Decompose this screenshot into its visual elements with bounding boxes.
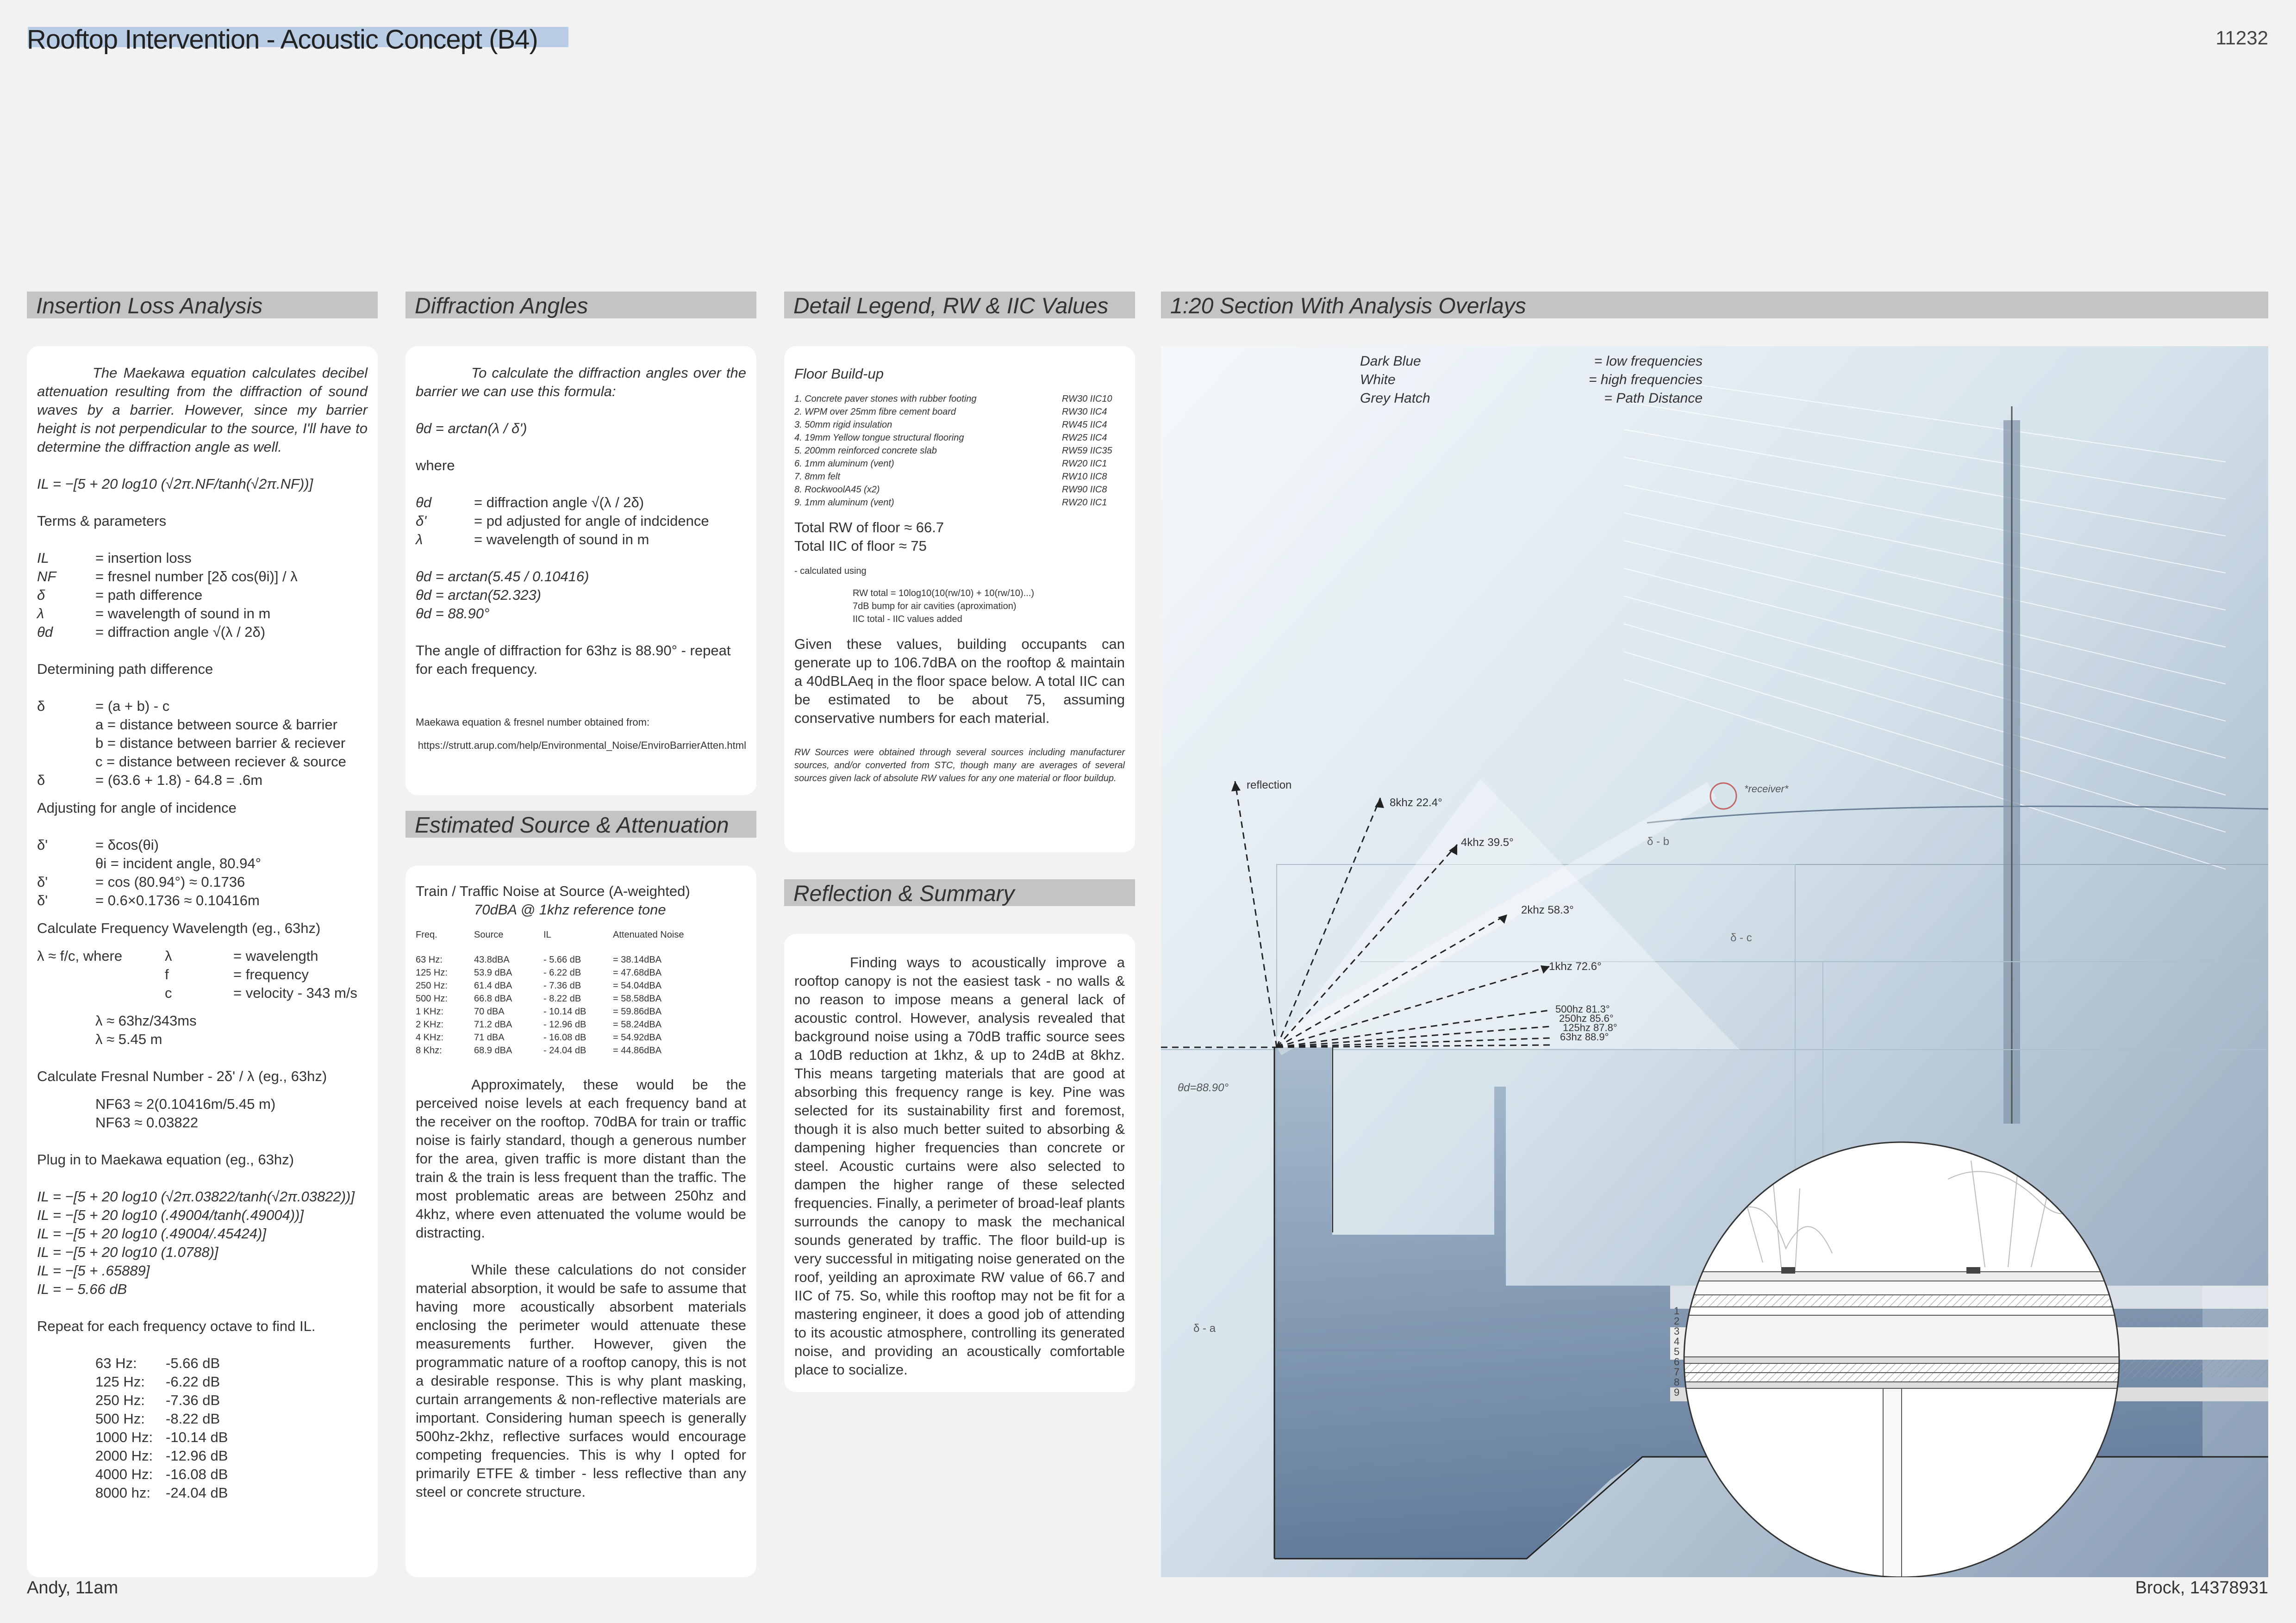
estimated-para1: Approximately, these would be the perceived noise levels at each frequency band at the receiver on the rooftop. 70dBA for train or traffic noise is fairly standard, though a generous number for the area, given traffic is more distant than the train & the train is less frequent than the traffic. The most problematic areas are between 250hz and 4khz, where even attenuated the volume would be distracting.: [416, 1076, 746, 1241]
result-value: -5.66 dB: [166, 1355, 220, 1371]
section-drawing: [1161, 346, 2268, 1577]
plug-line: IL = −[5 + 20 log10 (.49004/.45424)]: [37, 1225, 266, 1242]
diffraction-panel: [406, 346, 756, 795]
section-header-insertion: Insertion Loss Analysis: [27, 292, 378, 318]
adjust-value: = 0.6×0.1736 ≈ 0.10416m: [95, 892, 260, 908]
results-list: [37, 1354, 368, 1502]
adjust-key: [37, 854, 95, 873]
adjust-value: = δcos(θi): [95, 837, 159, 853]
list-item: 2. WPM over 25mm fibre cement board RW30 IIC4: [794, 407, 1107, 417]
legend-panel: [784, 346, 1135, 852]
path-value: b = distance between barrier & reciever: [95, 735, 346, 751]
plug-line: IL = −[5 + 20 log10 (.49004/tanh(.49004))]: [37, 1207, 304, 1223]
wave-key: f: [165, 966, 169, 983]
insertion-intro: The Maekawa equation calculates decibel attenuation resulting from the diffraction of sound waves by a barrier. However, since my barrier height is not perpendicular to the source, I'll have to determine the diffraction angle as well.: [37, 365, 368, 455]
floor-title: Floor Build-up: [794, 366, 884, 382]
result-freq: 250 Hz:: [95, 1392, 145, 1408]
key-label: Grey Hatch: [1360, 391, 1430, 406]
table-row: 4 KHz: 71 dBA - 16.08 dB = 54.92dBA: [416, 1032, 662, 1043]
key-value: = low frequencies: [1594, 354, 1703, 369]
diff-term-value: = diffraction angle √(λ / 2δ): [474, 494, 644, 510]
adjust-value: = cos (80.94°) ≈ 0.1736: [95, 874, 245, 890]
diff-term-key: λ: [416, 531, 423, 547]
term-value: = path difference: [95, 587, 203, 603]
path-value: = (a + b) - c: [95, 698, 170, 714]
ray-label: 8khz 22.4°: [1390, 796, 1442, 809]
result-freq: 500 Hz:: [95, 1411, 145, 1427]
fresnel-title: Calculate Fresnal Number - 2δ' / λ (eg., 63hz): [37, 1068, 327, 1084]
layer-number: 9: [1674, 1387, 1680, 1398]
legend-note: RW Sources were obtained through several sources including manufacturer sources, and/or converted from STC, though many are averages of several sources given lack of absolute RW values for any one material or floor buildup.: [794, 747, 1125, 784]
layer-number: 3: [1674, 1325, 1680, 1337]
adjust-list: [37, 836, 368, 910]
ray-label: 63hz 88.9°: [1560, 1031, 1609, 1043]
list-item: 6. 1mm aluminum (vent) RW20 IIC1: [794, 459, 1107, 469]
col-header: Source: [474, 930, 504, 940]
table-row: 125 Hz: 53.9 dBA - 6.22 dB = 47.68dBA: [416, 968, 662, 978]
term-value: = wavelength of sound in m: [95, 605, 271, 622]
term-key: δ: [37, 587, 45, 603]
wave-key: λ: [165, 948, 172, 964]
adjust-key: δ': [37, 874, 48, 890]
term-key: NF: [37, 568, 56, 585]
section-header-drawing: 1:20 Section With Analysis Overlays: [1161, 292, 2268, 318]
estimated-title: Train / Traffic Noise at Source (A-weighted): [416, 883, 690, 899]
path-key: [37, 734, 95, 752]
diff-term-value: = wavelength of sound in m: [474, 531, 649, 547]
section-header-estimated: Estimated Source & Attenuation: [406, 811, 756, 838]
list-item: 5. 200mm reinforced concrete slab RW59 IIC35: [794, 446, 1112, 456]
delta-b-label: δ - b: [1647, 835, 1670, 848]
author-name: Andy, 11am: [27, 1578, 119, 1598]
source-note: Maekawa equation & fresnel number obtained from:: [416, 716, 650, 728]
legend-para: Given these values, building occupants can generate up to 106.7dBA on the rooftop & maintain a 40dBLAeq in the floor space below. A total IIC can be estimated to be about 75, assuming conservative numbers for each material.: [794, 636, 1125, 726]
ray-label: 2khz 58.3°: [1521, 904, 1574, 916]
estimated-panel: [406, 865, 756, 1577]
wave-lead: λ ≈ f/c, where: [37, 948, 123, 964]
path-value: c = distance between reciever & source: [95, 753, 346, 770]
term-value: = fresnel number [2δ cos(θi)] / λ: [95, 568, 298, 585]
table-row: 250 Hz: 61.4 dBA - 7.36 dB = 54.04dBA: [416, 981, 662, 991]
diff-conclusion: The angle of diffraction for 63hz is 88.90° - repeat for each frequency.: [416, 642, 731, 677]
table-header: [416, 928, 684, 941]
result-freq: 2000 Hz:: [95, 1448, 153, 1464]
key-value: = high frequencies: [1588, 372, 1703, 387]
plug-line: IL = −[5 + .65889]: [37, 1262, 150, 1279]
ray-label: 1khz 72.6°: [1549, 960, 1602, 973]
col-header: Attenuated Noise: [613, 930, 684, 940]
section-svg: [1161, 346, 2268, 1577]
plug-line: IL = −[5 + 20 log10 (1.0788)]: [37, 1244, 218, 1260]
path-value: a = distance between source & barrier: [95, 716, 337, 733]
path-list: [37, 697, 368, 790]
where-label: where: [416, 457, 455, 473]
adjust-key: δ': [37, 892, 48, 908]
reflection-label: reflection: [1247, 779, 1292, 791]
result-value: -12.96 dB: [166, 1448, 228, 1464]
total-iic: Total IIC of floor ≈ 75: [794, 538, 927, 554]
layer-number: 2: [1674, 1315, 1680, 1327]
calc-line: IIC total - IIC values added: [853, 614, 962, 624]
wave-value: = wavelength: [233, 948, 318, 964]
term-key: θd: [37, 624, 53, 640]
wave-title: Calculate Frequency Wavelength (eg., 63hz): [37, 920, 321, 936]
col-header: IL: [543, 930, 551, 940]
diff-term-value: = pd adjusted for angle of indcidence: [474, 513, 709, 529]
layer-number: 4: [1674, 1336, 1680, 1347]
terms-list: [37, 549, 368, 641]
total-rw: Total RW of floor ≈ 66.7: [794, 519, 944, 535]
key-value: = Path Distance: [1604, 391, 1703, 406]
terms-title: Terms & parameters: [37, 513, 167, 529]
list-item: 1. Concrete paver stones with rubber footing RW30 IIC10: [794, 394, 1112, 404]
section-header-diffraction: Diffraction Angles: [406, 292, 756, 318]
wave-key: c: [165, 985, 172, 1001]
result-value: -6.22 dB: [166, 1374, 220, 1390]
list-item: 8. RockwoolA45 (x2) RW90 IIC8: [794, 485, 1107, 495]
path-key: δ: [37, 698, 45, 714]
result-freq: 4000 Hz:: [95, 1466, 153, 1482]
path-key: δ: [37, 772, 45, 788]
path-key: [37, 752, 95, 771]
adjust-value: θi = incident angle, 80.94°: [95, 855, 261, 871]
plug-title: Plug in to Maekawa equation (eg., 63hz): [37, 1151, 294, 1168]
result-value: -16.08 dB: [166, 1466, 228, 1482]
layer-number: 7: [1674, 1366, 1680, 1378]
repeat-note: Repeat for each frequency octave to find IL.: [37, 1318, 316, 1334]
path-title: Determining path difference: [37, 661, 213, 677]
calc-label: - calculated using: [794, 566, 867, 576]
insertion-panel: [27, 346, 378, 1577]
table-row: 8 Khz: 68.9 dBA - 24.04 dB = 44.86dBA: [416, 1045, 662, 1056]
diff-term-key: δ': [416, 513, 427, 529]
result-value: -7.36 dB: [166, 1392, 220, 1408]
term-key: λ: [37, 605, 44, 622]
estimated-subtitle: 70dBA @ 1khz reference tone: [474, 902, 666, 918]
ray-label: 4khz 39.5°: [1461, 836, 1514, 849]
wave-list: [37, 947, 368, 1002]
wave-value: = frequency: [233, 966, 309, 983]
list-item: 3. 50mm rigid insulation RW45 IIC4: [794, 420, 1107, 430]
result-freq: 63 Hz:: [95, 1355, 137, 1371]
page-title: Rooftop Intervention - Acoustic Concept (B4): [27, 25, 538, 55]
layer-number: 1: [1674, 1305, 1680, 1317]
list-item: 7. 8mm felt RW10 IIC8: [794, 472, 1107, 482]
diff-calc: θd = 88.90°: [416, 605, 490, 622]
result-value: -10.14 dB: [166, 1429, 228, 1445]
layer-number: 6: [1674, 1356, 1680, 1368]
diff-calc: θd = arctan(5.45 / 0.10416): [416, 568, 589, 585]
fresnel-line: NF63 ≈ 0.03822: [95, 1114, 199, 1131]
fresnel-line: NF63 ≈ 2(0.10416m/5.45 m): [95, 1096, 276, 1112]
attenuation-table: [416, 928, 684, 1057]
sheet-code: 11232: [2215, 27, 2268, 49]
layer-number: 5: [1674, 1346, 1680, 1357]
result-value: -8.22 dB: [166, 1411, 220, 1427]
reflection-panel: [784, 934, 1135, 1392]
layer-numbers: [1674, 1305, 1679, 1398]
term-value: = insertion loss: [95, 550, 192, 566]
table-row: 500 Hz: 66.8 dBA - 8.22 dB = 58.58dBA: [416, 994, 662, 1004]
calc-lines: [794, 587, 1125, 626]
list-item: 4. 19mm Yellow tongue structural flooring RW25 IIC4: [794, 433, 1107, 443]
ray-label: 500hz 81.3°: [1555, 1003, 1610, 1015]
delta-a-label: δ - a: [1193, 1322, 1216, 1335]
plug-line: IL = − 5.66 dB: [37, 1281, 127, 1297]
calc-line: 7dB bump for air cavities (aproximation): [853, 601, 1017, 611]
author-id: Brock, 14378931: [2135, 1578, 2268, 1598]
result-freq: 1000 Hz:: [95, 1429, 153, 1445]
source-url: https://strutt.arup.com/help/Environmental_Noise/EnviroBarrierAtten.html: [418, 740, 746, 751]
diff-calc: θd = arctan(52.323): [416, 587, 542, 603]
floor-items: [794, 392, 1125, 509]
adjust-key: δ': [37, 837, 48, 853]
result-freq: 125 Hz:: [95, 1374, 145, 1390]
reflection-para: Finding ways to acoustically improve a rooftop canopy is not the easiest task - no walls & no reason to impose means a general lack of acoustic control. However, analysis revealed that background noise using a 70dB traffic source sees a 10dB reduction at 1khz, & up to 24dB at 8khz. This means targeting materials that are good at absorbing this frequency range is key. Pine was selected for its sustainability first and foremost, though it is also much better suited to absorbing & dampening higher frequencies than concrete or steel. Acoustic curtains were also selected to dampen the higher range of these selected frequencies. Finally, a perimeter of broad-leaf plants surrounds the canopy to mask the mechanical sounds generated by traffic. The floor build-up is very successful in mitigating noise generated on the roof, yeilding an aproximate RW value of 66.7 and IIC of 75. So, while this rooftop may not be fit for a mastering engineer, it does a good job of attending to its acoustic atmosphere, controlling its generated noise, and providing an acoustically comfortable place to socialize.: [794, 954, 1125, 1378]
result-value: -24.04 dB: [166, 1485, 228, 1501]
table-row: 1 KHz: 70 dBA - 10.14 dB = 59.86dBA: [416, 1007, 662, 1017]
wave-calc: λ ≈ 5.45 m: [95, 1031, 162, 1047]
diffraction-intro: To calculate the diffraction angles over the barrier we can use this formula:: [416, 365, 746, 399]
term-value: = diffraction angle √(λ / 2δ): [95, 624, 266, 640]
diffraction-formula: θd = arctan(λ / δ'): [416, 420, 527, 436]
key-label: White: [1360, 372, 1396, 387]
key-label: Dark Blue: [1360, 354, 1421, 369]
il-formula: IL = −[5 + 20 log10 (√2π.NF/tanh(√2π.NF))]: [37, 476, 313, 492]
table-row: 63 Hz: 43.8dBA - 5.66 dB = 38.14dBA: [416, 955, 662, 965]
wave-calc: λ ≈ 63hz/343ms: [95, 1013, 197, 1029]
wave-value: = velocity - 343 m/s: [233, 985, 357, 1001]
theta-label: θd=88.90°: [1178, 1082, 1229, 1094]
ray-label: 250hz 85.6°: [1559, 1013, 1614, 1024]
section-header-reflection: Reflection & Summary: [784, 879, 1135, 906]
wall-edge: [1332, 1047, 1333, 1232]
plug-line: IL = −[5 + 20 log10 (√2π.03822/tanh(√2π.03822))]: [37, 1188, 355, 1205]
col-header: Freq.: [416, 930, 437, 940]
diff-term-key: θd: [416, 494, 432, 510]
ray-label: 125hz 87.8°: [1563, 1022, 1617, 1033]
receiver-label: *receiver*: [1744, 783, 1789, 795]
result-freq: 8000 hz:: [95, 1485, 150, 1501]
path-value: = (63.6 + 1.8) - 64.8 = .6m: [95, 772, 263, 788]
calc-line: RW total = 10log10(10(rw/10) + 10(rw/10)...): [853, 588, 1035, 598]
delta-c-label: δ - c: [1730, 932, 1752, 944]
adjust-title: Adjusting for angle of incidence: [37, 800, 237, 816]
layer-number: 8: [1674, 1376, 1680, 1388]
estimated-para2: While these calculations do not consider material absorption, it would be safe to assume that having more acoustically absorbent materials enclosing the perimeter would attenuate these measurements further. However, given the programmatic nature of a rooftop canopy, this is not a desirable response. This is why plant masking, curtain arrangements & non-reflective materials are important. Considering human speech is generally 500hz-2khz, reflective surfaces would encourage competing frequencies. This is why I opted for primarily ETFE & timber - less reflective than any steel or concrete structure.: [416, 1262, 746, 1500]
section-header-legend: Detail Legend, RW & IIC Values: [784, 292, 1135, 318]
list-item: 9. 1mm aluminum (vent) RW20 IIC1: [794, 497, 1107, 508]
table-row: 2 KHz: 71.2 dBA - 12.96 dB = 58.24dBA: [416, 1020, 662, 1030]
term-key: IL: [37, 550, 49, 566]
path-key: [37, 715, 95, 734]
